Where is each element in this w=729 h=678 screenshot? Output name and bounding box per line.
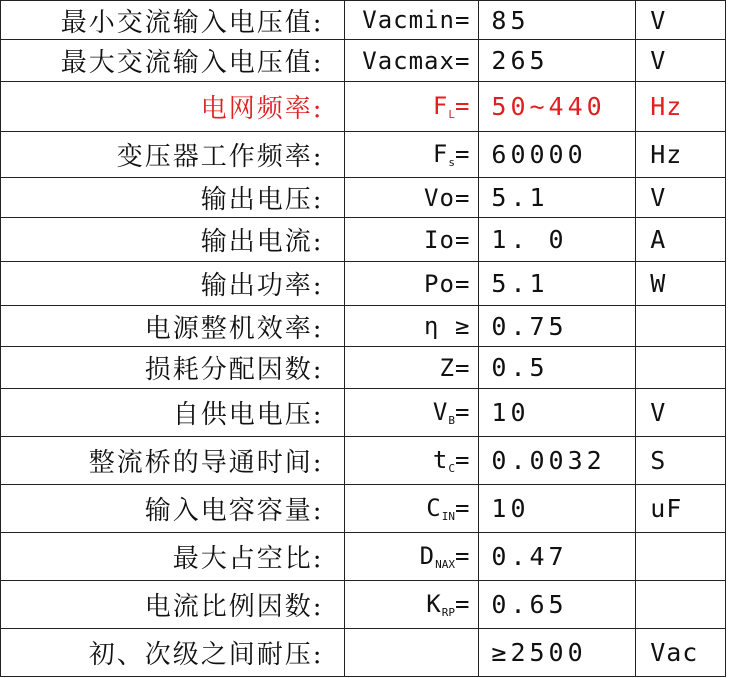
param-value: 1. 0 [479,218,636,262]
param-value: 265 [479,40,636,82]
symbol-text: K [426,590,442,618]
table-row [1,581,729,629]
param-symbol [344,347,479,389]
symbol-text: D [419,542,436,570]
param-label: 损耗分配因数: [1,347,345,389]
row-margin [725,581,728,629]
table-row [1,437,729,485]
param-unit: V [636,389,726,437]
row-margin [725,262,728,306]
param-unit [636,306,726,347]
symbol-subscript: L [448,108,455,121]
param-symbol [344,581,479,629]
row-margin [725,40,728,82]
param-label: 电源整机效率: [1,306,345,347]
table-row [1,306,729,347]
symbol-operator: = [454,353,471,382]
param-value: 0.47 [479,533,636,581]
symbol-text: V [432,398,449,426]
symbol-operator: = [454,446,471,474]
param-value: 0.75 [479,306,636,347]
param-label: 最小交流输入电压值: [1,1,345,40]
param-symbol [344,132,479,178]
param-unit: V [636,178,726,218]
symbol-operator: = [454,6,471,34]
param-unit: Hz [636,132,726,178]
symbol-subscript: NAX [435,558,455,571]
param-symbol [344,306,479,347]
param-value: 10 [479,389,636,437]
param-symbol [344,485,479,533]
symbol-operator: ≥ [439,312,471,340]
param-unit: V [636,1,726,40]
param-symbol [344,218,479,262]
param-label: 电流比例因数: [1,581,345,629]
table-row [1,533,729,581]
param-symbol [344,629,479,677]
symbol-operator: = [454,494,471,522]
symbol-operator: = [454,398,471,426]
symbol-operator: = [454,140,471,168]
symbol-operator: = [454,92,471,120]
param-unit [636,533,726,581]
table-row [1,629,729,677]
symbol-operator: = [454,590,471,618]
param-value: 0.65 [479,581,636,629]
row-margin [725,306,728,347]
row-margin [725,82,728,132]
param-label: 变压器工作频率: [1,132,345,178]
param-label: 初、次级之间耐压: [1,629,345,677]
row-margin [725,533,728,581]
symbol-text: F [432,140,449,168]
param-label: 最大占空比: [1,533,345,581]
symbol-text: Z [439,353,455,382]
param-unit: S [636,437,726,485]
row-margin [725,218,728,262]
param-unit: uF [636,485,726,533]
param-label: 整流桥的导通时间: [1,437,345,485]
param-value: ≥2500 [479,629,636,677]
param-value: 85 [479,1,636,40]
table-row [1,218,729,262]
row-margin [725,1,728,40]
row-margin [725,437,728,485]
param-value: 5.1 [479,262,636,306]
param-symbol [344,389,479,437]
symbol-text: C [426,494,442,522]
symbol-subscript: C [448,462,455,475]
table-row [1,82,729,132]
symbol-subscript: B [448,414,455,427]
symbol-operator: = [454,269,471,298]
symbol-text: η [424,312,440,340]
param-symbol [344,262,479,306]
param-label: 输入电容容量: [1,485,345,533]
param-symbol [344,178,479,218]
symbol-text: Po [424,269,455,298]
symbol-operator: = [454,542,471,570]
param-unit: V [636,40,726,82]
row-margin [725,132,728,178]
param-symbol [344,1,479,40]
row-margin [725,629,728,677]
table-row [1,132,729,178]
param-value: 50~440 [479,82,636,132]
table-row [1,262,729,306]
table-row [1,40,729,82]
param-value: 60000 [479,132,636,178]
param-symbol [344,40,479,82]
param-symbol [344,82,479,132]
param-unit [636,347,726,389]
param-unit: Vac [636,629,726,677]
param-symbol [344,533,479,581]
symbol-text: Io [424,225,455,254]
param-value: 0.0032 [479,437,636,485]
row-margin [725,178,728,218]
symbol-subscript: IN [441,510,455,523]
param-label: 电网频率: [1,82,345,132]
symbol-text: t [432,446,449,474]
param-value: 5.1 [479,178,636,218]
param-value: 10 [479,485,636,533]
param-label: 最大交流输入电压值: [1,40,345,82]
symbol-operator: = [454,225,471,254]
symbol-subscript: s [448,156,455,169]
param-label: 输出电流: [1,218,345,262]
parameter-table-body [1,1,729,677]
row-margin [725,485,728,533]
symbol-operator: = [454,46,471,75]
symbol-text: Vacmax [362,46,455,75]
param-label: 输出功率: [1,262,345,306]
param-symbol [344,437,479,485]
param-label: 自供电电压: [1,389,345,437]
table-row [1,178,729,218]
symbol-text: Vo [424,183,455,212]
symbol-text: F [432,92,449,120]
param-value: 0.5 [479,347,636,389]
symbol-subscript: RP [441,606,455,619]
table-row [1,1,729,40]
param-unit: W [636,262,726,306]
table-row [1,347,729,389]
table-row [1,389,729,437]
symbol-text: Vacmin [362,6,455,34]
param-unit: Hz [636,82,726,132]
param-unit [636,581,726,629]
table-row [1,485,729,533]
param-unit: A [636,218,726,262]
param-label: 输出电压: [1,178,345,218]
row-margin [725,347,728,389]
symbol-operator: = [454,183,471,212]
row-margin [725,389,728,437]
